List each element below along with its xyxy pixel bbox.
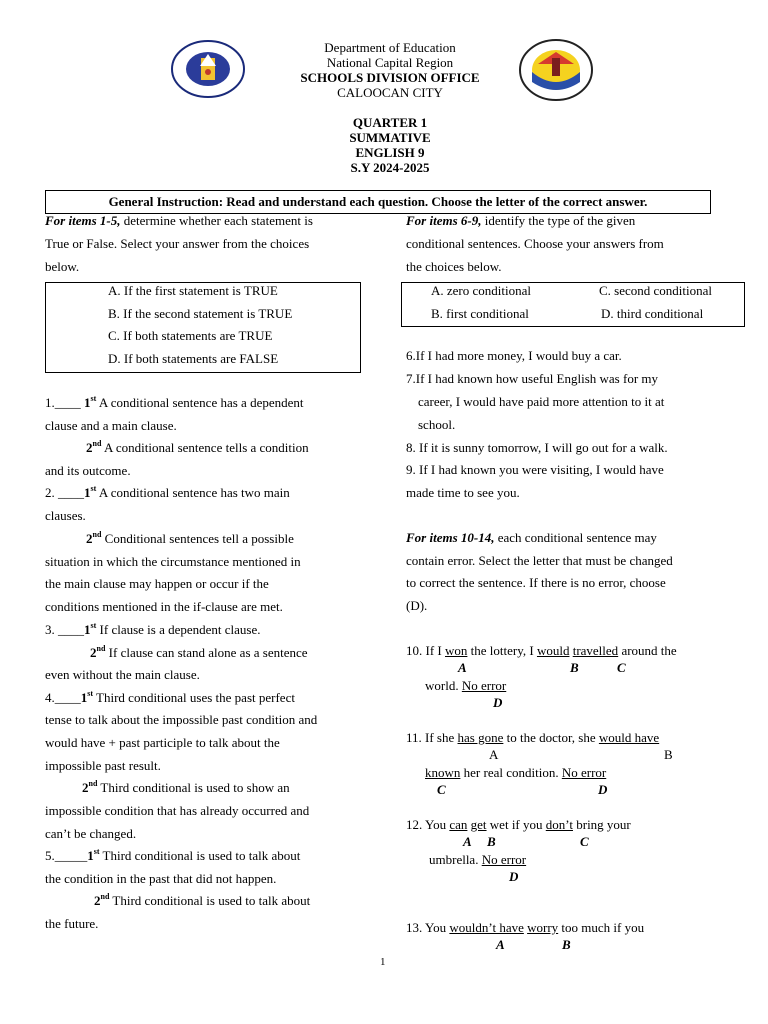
statement-text: Conditional sentences tell a possible	[101, 531, 294, 546]
items-6-9-intro-text: identify the type of the given	[481, 213, 636, 228]
q12-text: 12. You	[406, 817, 450, 832]
statement-text: clause and a main clause.	[45, 418, 177, 433]
statement-text: If clause is a dependent clause.	[96, 622, 261, 637]
statement-text: the future.	[45, 916, 99, 931]
left-statement-line	[45, 576, 269, 591]
choice-b: B. If the second statement is TRUE	[108, 306, 293, 321]
statement-text: A conditional sentence has two main	[96, 485, 290, 500]
statement-text: impossible past result.	[45, 758, 161, 773]
left-statement-line	[94, 893, 310, 908]
q10-label-c: C	[617, 660, 626, 675]
statement-text: Third conditional uses the past perfect	[93, 690, 295, 705]
type-d: D. third conditional	[601, 306, 704, 321]
statement-text: conditions mentioned in the if-clause are met.	[45, 599, 283, 614]
q13-text: too much if you	[558, 920, 645, 935]
header-summative: SUMMATIVE	[349, 130, 431, 145]
q10-option-d: No error	[461, 678, 507, 693]
question-13	[406, 920, 644, 935]
statement-ordinal-suffix: nd	[100, 891, 110, 901]
items-10-14-label: For items 10-14,	[406, 530, 495, 545]
statement-text: situation in which the circumstance mentioned in	[45, 554, 301, 569]
left-statement-line	[45, 395, 304, 410]
q10-label-d: D	[493, 695, 503, 710]
statement-ordinal: 2	[86, 440, 93, 455]
question-10	[406, 643, 677, 658]
question-12-l2	[429, 852, 526, 867]
left-statement-line	[45, 622, 261, 637]
type-c: C. second conditional	[599, 283, 713, 298]
left-statement-line	[90, 645, 308, 660]
question-11-l2	[425, 765, 606, 780]
page-number: 1	[380, 956, 386, 968]
items-6-9-intro-l2: conditional sentences. Choose your answers from	[406, 236, 664, 251]
q12-option-a: can	[449, 817, 468, 832]
q10-text: around the	[618, 643, 677, 658]
item-7-l3: school.	[418, 417, 456, 432]
header-school-year: S.Y 2024-2025	[350, 160, 430, 175]
answer-blank[interactable]: 1.____	[45, 395, 84, 410]
left-statement-line	[45, 916, 98, 931]
statement-ordinal-suffix: st	[93, 846, 100, 856]
statement-text: Third conditional is used to show an	[97, 780, 290, 795]
q10-text: 10. If I	[406, 643, 445, 658]
statement-ordinal-suffix: nd	[92, 529, 102, 539]
q13-option-a: wouldn’t have	[449, 920, 524, 935]
left-statement-line	[45, 690, 295, 705]
header-city: CALOOCAN CITY	[337, 85, 443, 100]
q11-text: 11. If she	[406, 730, 458, 745]
q12-text: bring your	[572, 817, 631, 832]
q12-option-c: don’t	[545, 817, 573, 832]
q11-option-d: No error	[561, 765, 607, 780]
left-statement-line	[45, 418, 177, 433]
q11-label-d: D	[598, 782, 608, 797]
item-8: 8. If it is sunny tomorrow, I will go out for a walk.	[406, 440, 668, 455]
q11-text: to the doctor, she	[503, 730, 599, 745]
items-10-14-intro-l3: to correct the sentence. If there is no error, choose	[406, 575, 666, 590]
item-6: 6.If I had more money, I would buy a car.	[406, 348, 622, 363]
q13-option-b: worry	[527, 920, 559, 935]
q10-option-a: won	[445, 643, 468, 658]
q10-text: world.	[425, 678, 462, 693]
choice-c: C. If both statements are TRUE	[108, 328, 273, 343]
statement-ordinal: 2	[90, 645, 97, 660]
choice-d: D. If both statements are FALSE	[108, 351, 279, 366]
statement-ordinal: 1	[84, 622, 91, 637]
items-6-9-intro	[406, 213, 635, 228]
left-statement-line	[45, 826, 136, 841]
header-region: National Capital Region	[326, 55, 454, 70]
q10-option-b: would	[536, 643, 570, 658]
q12-label-c: C	[580, 834, 589, 849]
left-statement-line	[45, 554, 301, 569]
items-1-5-intro	[45, 213, 313, 228]
items-1-5-intro-l3: below.	[45, 259, 80, 274]
left-statement-line	[45, 848, 300, 863]
statement-text: Third conditional is used to talk about	[99, 848, 301, 863]
q13-label-a: A	[496, 937, 505, 952]
left-statement-line	[45, 508, 86, 523]
statement-ordinal: 1	[80, 690, 88, 705]
general-instruction-text: General Instruction: Read and understand each question. Choose the letter of the correct answer.	[108, 194, 648, 209]
statement-text: can’t be changed.	[45, 826, 137, 841]
statement-ordinal: 1	[87, 848, 94, 863]
q13-label-b: B	[562, 937, 571, 952]
left-statement-line	[45, 485, 290, 500]
items-10-14-intro-text: each conditional sentence may	[494, 530, 657, 545]
answer-blank[interactable]: 5._____	[45, 848, 88, 863]
statement-ordinal-suffix: st	[87, 688, 94, 698]
tf-choices-box	[45, 282, 361, 373]
q10-label-a: A	[458, 660, 467, 675]
q10-label-b: B	[570, 660, 579, 675]
header-office: SCHOOLS DIVISION OFFICE	[300, 70, 480, 85]
items-1-5-intro-l2: True or False. Select your answer from the choices	[45, 236, 310, 251]
item-9-l2: made time to see you.	[406, 485, 520, 500]
q12-option-d: No error	[481, 852, 527, 867]
answer-blank[interactable]: 3. ____	[45, 622, 84, 637]
q12-label-d: D	[509, 869, 519, 884]
left-statement-line	[45, 735, 280, 750]
type-a: A. zero conditional	[431, 283, 531, 298]
question-10-l2	[425, 678, 506, 693]
statement-ordinal: 1	[84, 485, 91, 500]
header-quarter: QUARTER 1	[352, 115, 428, 130]
statement-ordinal-suffix: st	[90, 483, 97, 493]
q12-option-b: get	[470, 817, 487, 832]
statement-text: the condition in the past that did not happen.	[45, 871, 277, 886]
header-dept: Department of Education	[324, 40, 456, 55]
question-11	[406, 730, 659, 745]
items-6-9-intro-l3: the choices below.	[406, 259, 502, 274]
statement-text: impossible condition that has already occurred and	[45, 803, 310, 818]
choice-a: A. If the first statement is TRUE	[108, 283, 278, 298]
general-instruction-box	[45, 190, 711, 214]
left-statement-line	[45, 599, 283, 614]
statement-text: tense to talk about the impossible past condition and	[45, 712, 318, 727]
item-9: 9. If I had known you were visiting, I would have	[406, 462, 664, 477]
left-statement-line	[45, 667, 200, 682]
q11-text: her real condition.	[460, 765, 562, 780]
items-1-5-intro-text: determine whether each statement is	[120, 213, 313, 228]
q12-label-b: B	[487, 834, 496, 849]
statement-ordinal: 1	[84, 395, 91, 410]
header-subject: ENGLISH 9	[355, 145, 425, 160]
q11-label-b: B	[664, 747, 673, 762]
q12-label-a: A	[463, 834, 472, 849]
statement-ordinal: 2	[82, 780, 89, 795]
statement-text: clauses.	[45, 508, 86, 523]
type-b: B. first conditional	[431, 306, 529, 321]
left-statement-line	[45, 712, 317, 727]
items-10-14-intro-l2: contain error. Select the letter that must be changed	[406, 553, 673, 568]
q11-label-c: C	[437, 782, 446, 797]
statement-ordinal-suffix: st	[90, 620, 97, 630]
statement-ordinal-suffix: nd	[88, 778, 98, 788]
statement-ordinal-suffix: nd	[92, 438, 102, 448]
statement-text: A conditional sentence tells a condition	[101, 440, 309, 455]
statement-ordinal-suffix: st	[90, 393, 97, 403]
left-statement-line	[45, 758, 161, 773]
statement-text: even without the main clause.	[45, 667, 200, 682]
q11-label-a: A	[489, 747, 499, 762]
left-statement-line	[45, 871, 276, 886]
q13-text: 13. You	[406, 920, 450, 935]
statement-text: would have + past participle to talk about the	[45, 735, 280, 750]
statement-text: A conditional sentence has a dependent	[96, 395, 304, 410]
answer-blank[interactable]: 4.____	[45, 690, 81, 705]
statement-text: the main clause may happen or occur if the	[45, 576, 269, 591]
q11-option-b: would have	[598, 730, 660, 745]
left-statement-line	[45, 803, 309, 818]
item-7-l2: career, I would have paid more attention to it at	[418, 394, 665, 409]
items-10-14-intro	[406, 530, 657, 545]
conditional-types-box	[401, 282, 745, 327]
q10-text: the lottery, I	[467, 643, 537, 658]
statement-text: and its outcome.	[45, 463, 131, 478]
statement-text: Third conditional is used to talk about	[109, 893, 311, 908]
item-7: 7.If I had known how useful English was for my	[406, 371, 659, 386]
statement-ordinal: 2	[86, 531, 93, 546]
left-statement-line	[82, 780, 290, 795]
q11-option-c: known	[425, 765, 461, 780]
left-statement-line	[86, 440, 309, 455]
statement-ordinal-suffix: nd	[96, 643, 106, 653]
q10-option-c: travelled	[572, 643, 619, 658]
q12-text: umbrella.	[429, 852, 482, 867]
items-1-5-label: For items 1-5,	[45, 213, 121, 228]
q11-option-a: has gone	[457, 730, 504, 745]
q12-text: wet if you	[486, 817, 546, 832]
left-statement-line	[86, 531, 294, 546]
answer-blank[interactable]: 2. ____	[45, 485, 84, 500]
items-10-14-intro-l4: (D).	[406, 598, 428, 613]
left-statement-line	[45, 463, 131, 478]
items-6-9-label: For items 6-9,	[406, 213, 482, 228]
statement-ordinal: 2	[94, 893, 101, 908]
statement-text: If clause can stand alone as a sentence	[105, 645, 308, 660]
question-12	[406, 817, 631, 832]
